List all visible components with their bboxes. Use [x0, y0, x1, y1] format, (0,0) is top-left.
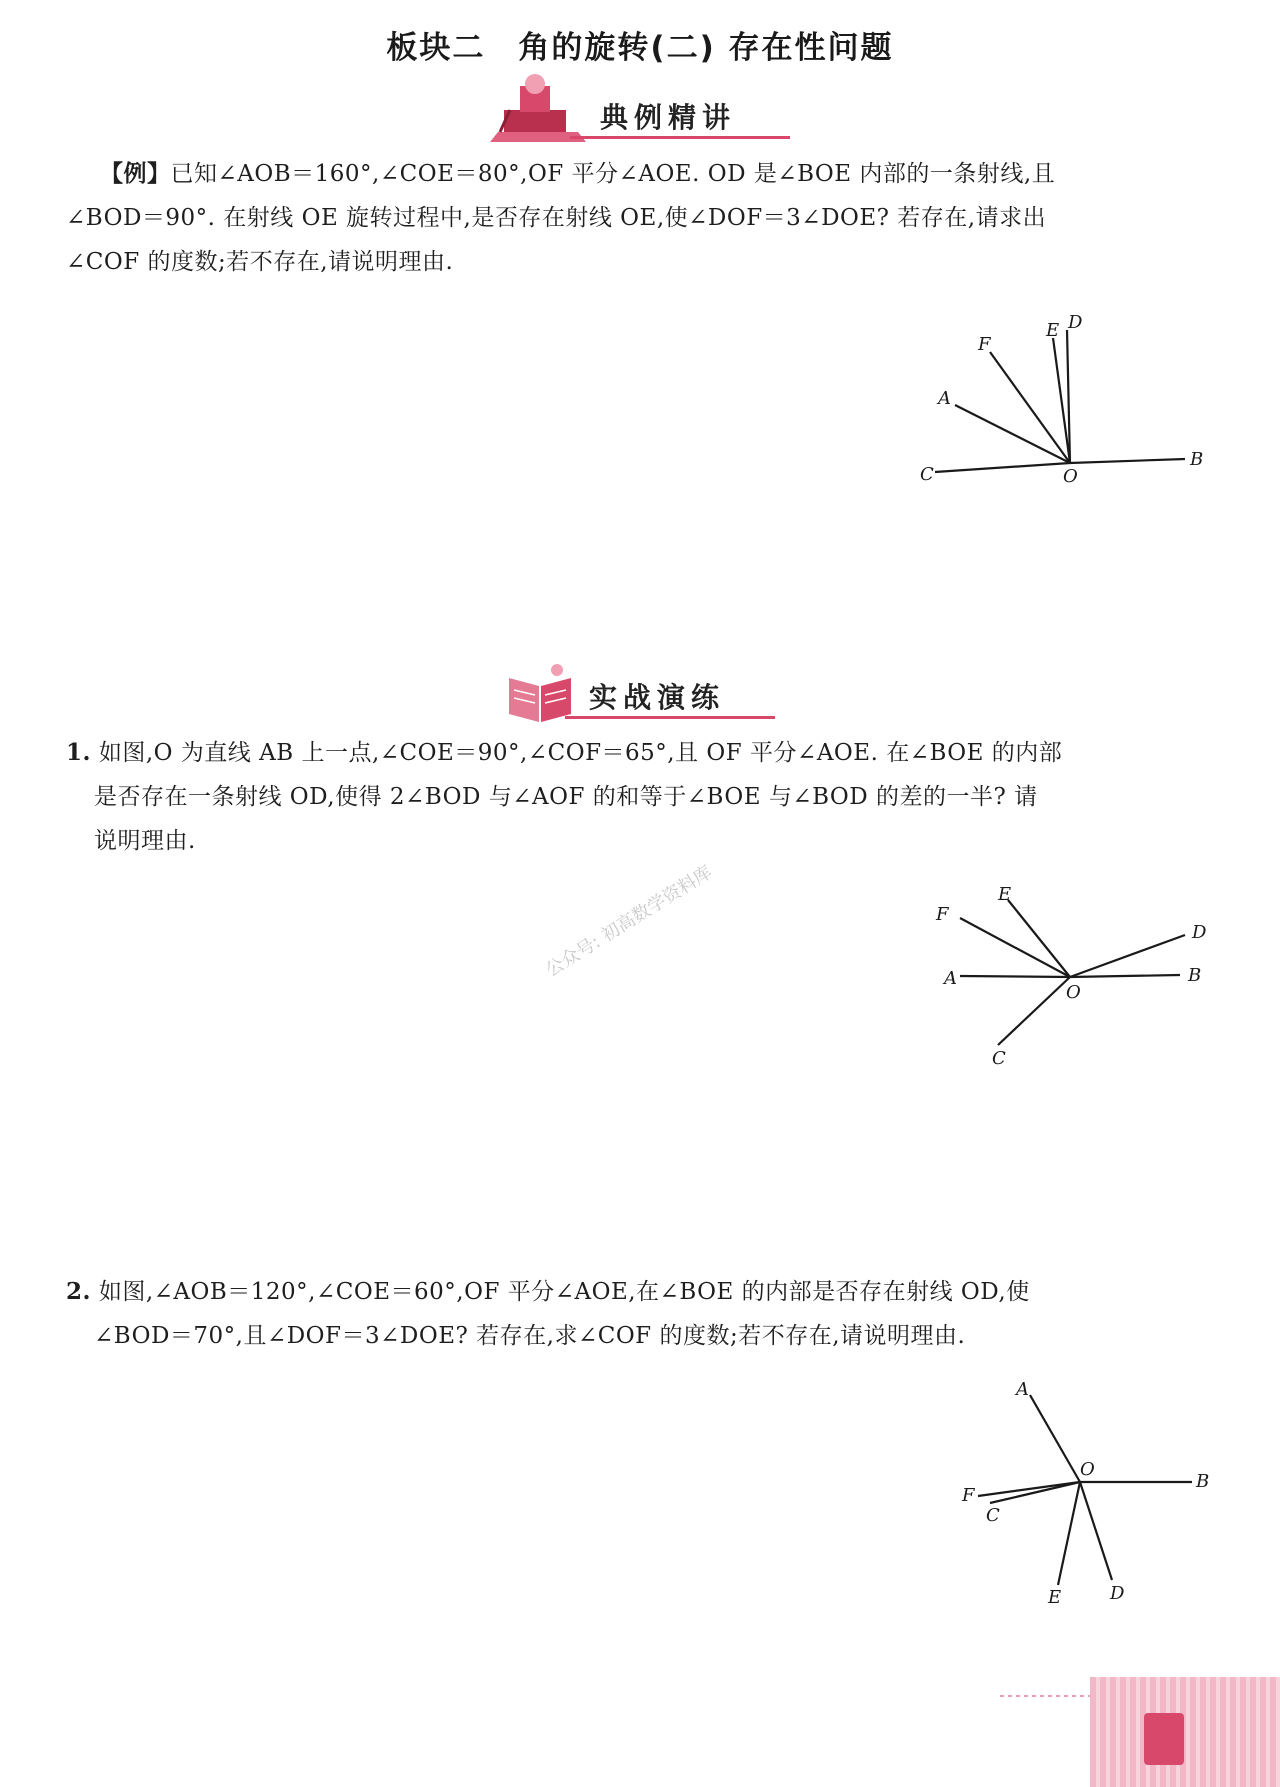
q1-line-2: 是否存在一条射线 OD,使得 2∠BOD 与∠AOF 的和等于∠BOE 与∠BOD 的差的一半? 请: [94, 784, 1038, 810]
ray-oc: [998, 977, 1070, 1045]
label-d: D: [1192, 922, 1207, 943]
ray-oe: [1058, 1482, 1080, 1585]
label-f: F: [936, 904, 949, 925]
label-f: F: [978, 334, 991, 355]
example-line-3: ∠COF 的度数;若不存在,请说明理由.: [66, 249, 454, 275]
q1-figure: [930, 880, 1220, 1070]
label-b: B: [1196, 1471, 1210, 1492]
q2-line-2: ∠BOD＝70°,且∠DOF＝3∠DOE? 若存在,求∠COF 的度数;若不存在,请说明理由.: [94, 1323, 966, 1349]
watermark-text: 公众号: 初高数学资料库: [542, 861, 716, 982]
label-b: B: [1190, 449, 1204, 470]
q2-number: 2.: [66, 1278, 92, 1305]
ray-oe: [1008, 900, 1070, 977]
ray-oa: [960, 976, 1070, 977]
q1-line-1: [66, 731, 1216, 775]
ray-of: [960, 918, 1070, 977]
label-a: A: [944, 968, 957, 989]
q2-text-1: 如图,∠AOB＝120°,∠COE＝60°,OF 平分∠AOE,在∠BOE 的内部是否存在射线 OD,使: [98, 1279, 1030, 1305]
page-corner-decoration: [1090, 1677, 1280, 1787]
section-heading-practice: [505, 660, 785, 730]
label-f: F: [962, 1485, 975, 1506]
label-d: D: [1068, 312, 1083, 333]
label-e: E: [998, 884, 1012, 905]
label-o: O: [1080, 1459, 1095, 1480]
q1-text-1: 如图,O 为直线 AB 上一点,∠COE＝90°,∠COF＝65°,且 OF 平分∠AOE. 在∠BOE 的内部: [98, 740, 1063, 766]
example-line-1: [66, 152, 1216, 196]
label-o: O: [1063, 466, 1078, 487]
section-underline-practice: [565, 716, 775, 719]
example-text-1: 已知∠AOB＝160°,∠COE＝80°,OF 平分∠AOE. OD 是∠BOE 内部的一条射线,且: [170, 161, 1056, 187]
ray-od: [1080, 1482, 1112, 1580]
q2-line-1: [66, 1270, 1216, 1314]
question-1: [66, 731, 1216, 863]
ray-ob: [1070, 459, 1185, 463]
label-d: D: [1110, 1583, 1125, 1604]
ray-od: [1070, 935, 1185, 977]
ray-oa: [1030, 1395, 1080, 1482]
label-a: A: [1016, 1379, 1029, 1400]
example-tag: 【例】: [100, 161, 171, 187]
label-e: E: [1046, 320, 1060, 341]
label-o: O: [1066, 982, 1081, 1003]
page-title: 板块二 角的旋转(二) 存在性问题: [386, 30, 894, 66]
label-e: E: [1048, 1587, 1062, 1608]
label-a: A: [938, 388, 951, 409]
label-c: C: [920, 464, 934, 485]
ray-ob: [1070, 975, 1180, 977]
section-heading-examples: [490, 70, 790, 150]
label-c: C: [992, 1048, 1006, 1069]
label-c: C: [986, 1505, 1000, 1526]
label-b: B: [1188, 965, 1202, 986]
section-label-examples: 典例精讲: [600, 101, 737, 134]
example-problem: [66, 152, 1216, 284]
example-figure: [920, 310, 1220, 490]
ray-oc: [935, 463, 1070, 472]
question-2: [66, 1270, 1216, 1358]
q1-number: 1.: [66, 739, 92, 766]
page-number-tab: [1144, 1713, 1184, 1765]
ray-oa: [955, 405, 1070, 463]
q2-figure: [950, 1375, 1220, 1615]
example-line-2: ∠BOD＝90°. 在射线 OE 旋转过程中,是否存在射线 OE,使∠DOF＝3∠DOE? 若存在,请求出: [66, 205, 1047, 231]
section-underline-examples: [570, 136, 790, 139]
q1-line-3: 说明理由.: [94, 828, 196, 854]
section-label-practice: 实战演练: [589, 681, 726, 714]
